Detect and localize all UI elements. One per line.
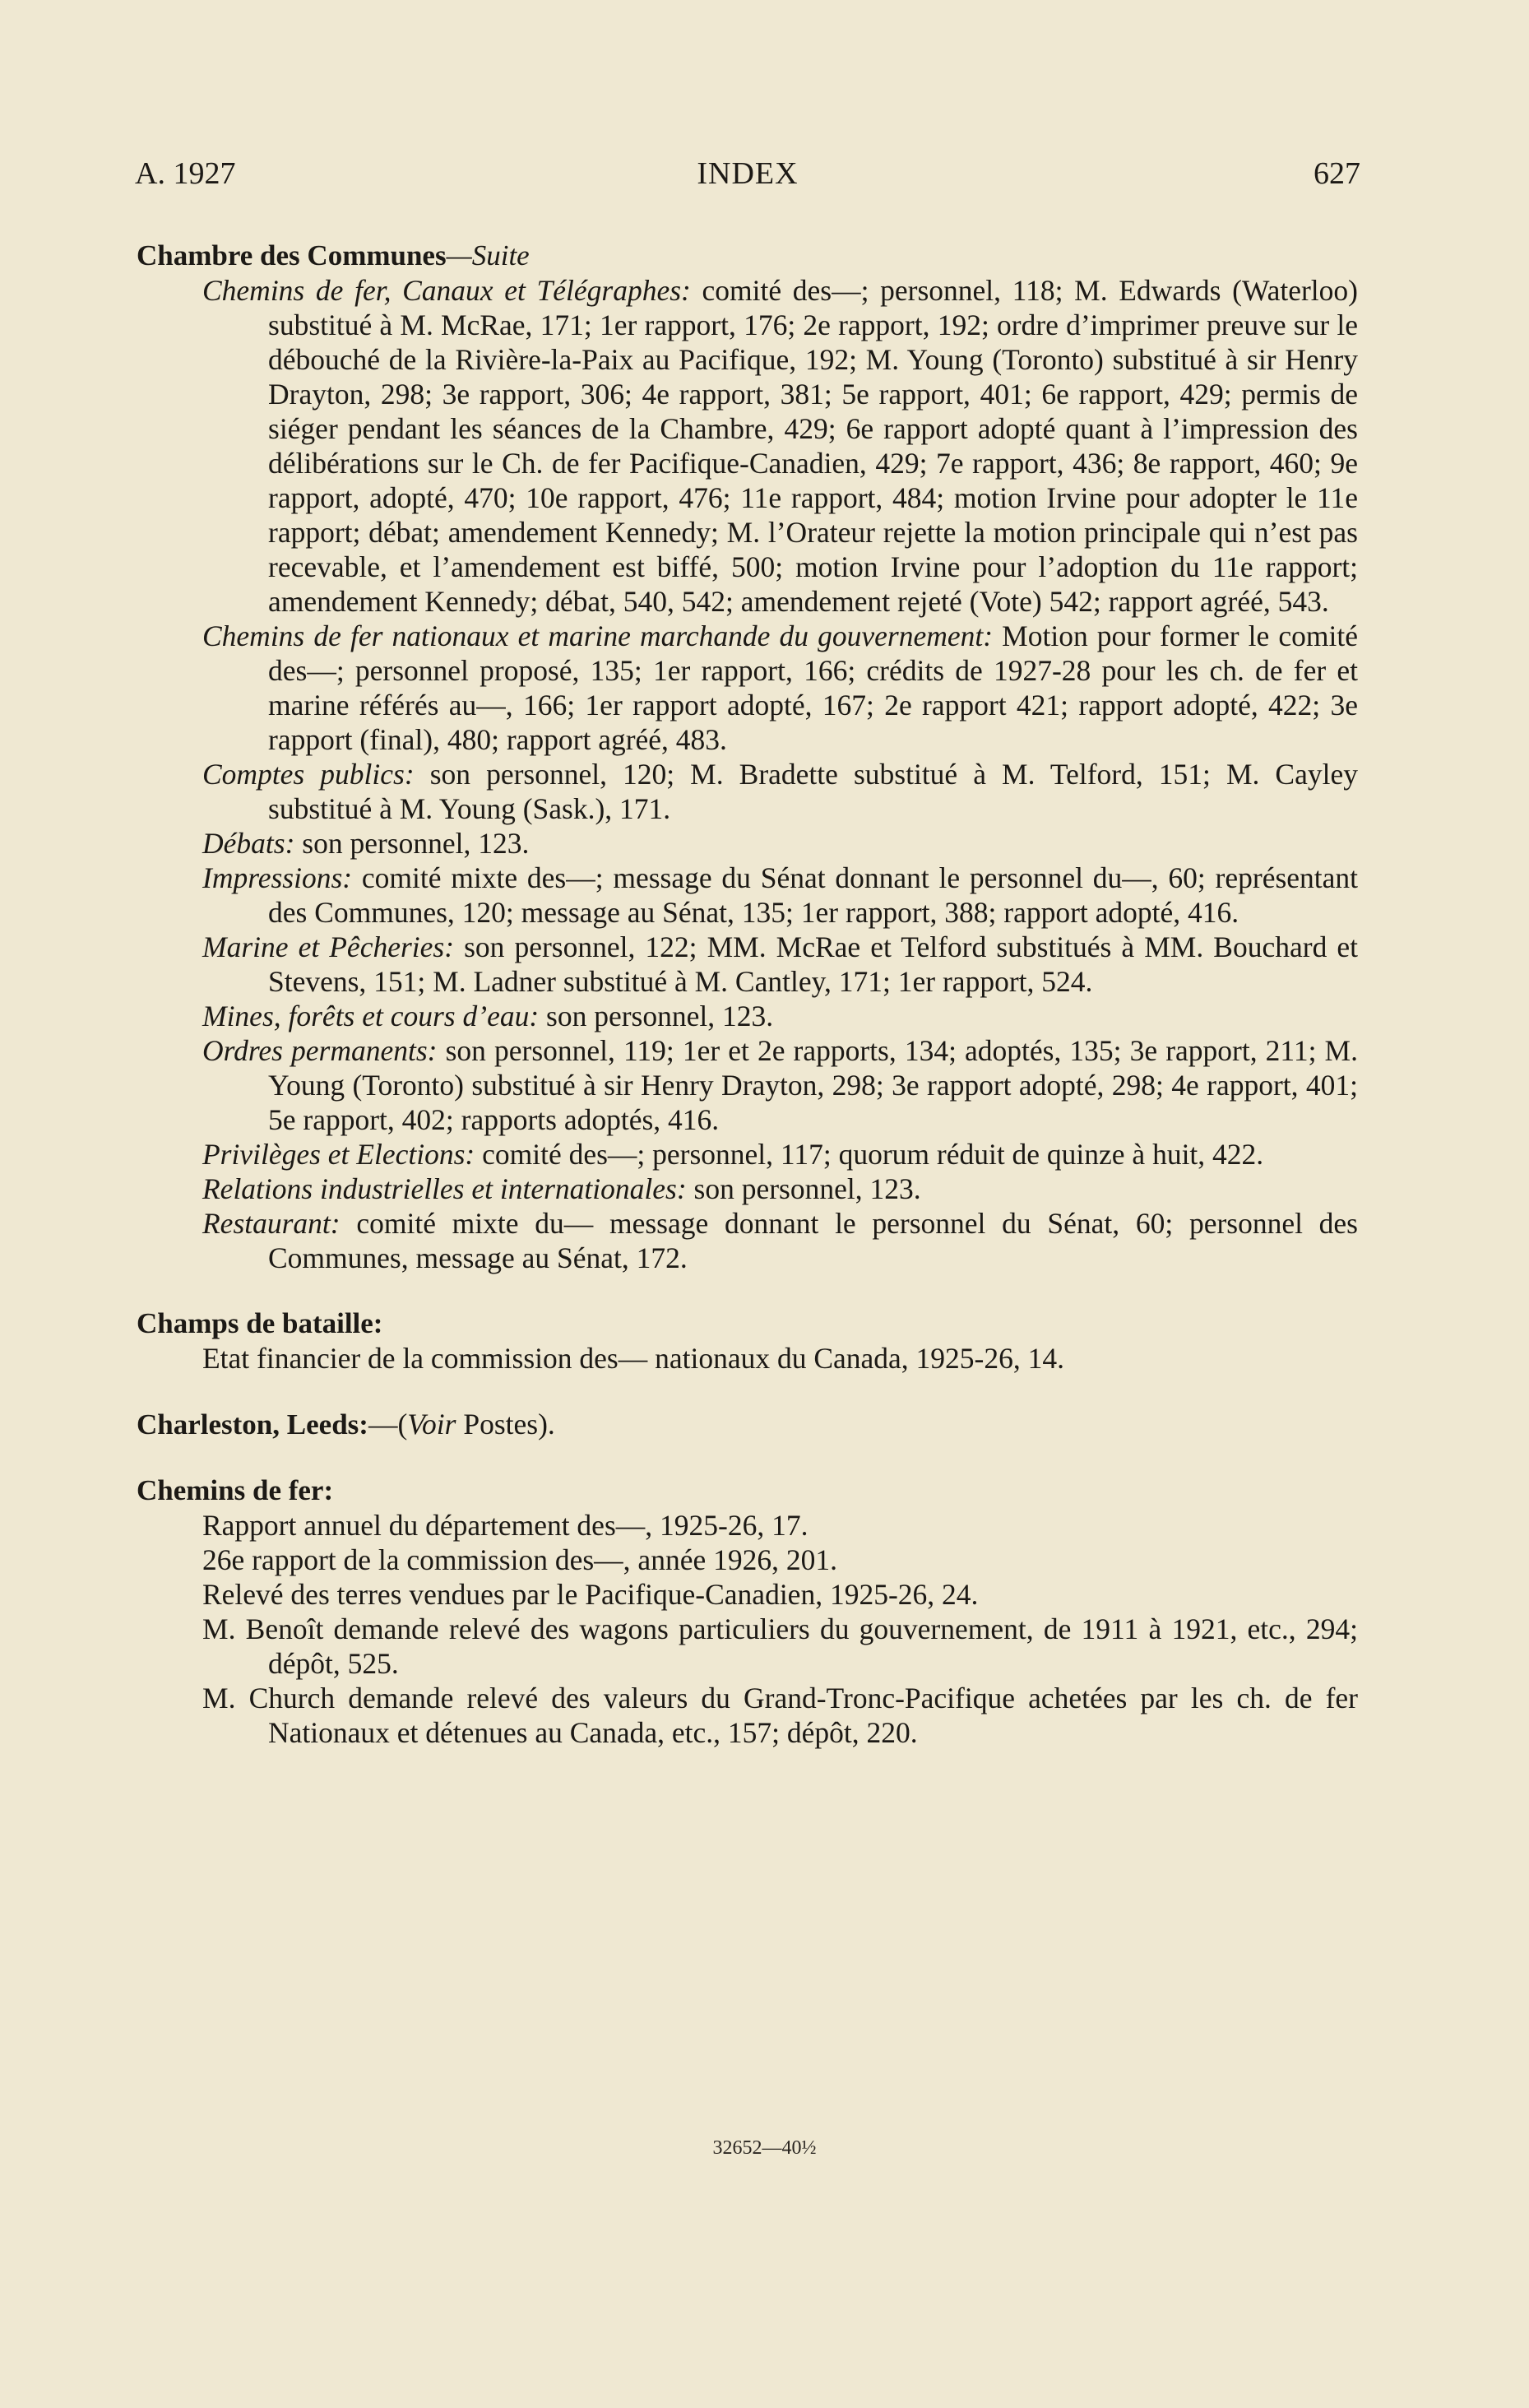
sub-entry-text: son personnel, 123. (294, 827, 530, 860)
entry-heading: Chemins de fer: (137, 1474, 334, 1506)
sub-entry (137, 1577, 1358, 1612)
sub-entry-text: comité mixte du— message donnant le personnel du Sénat, 60; personnel des Communes, message au Sénat, 172. (268, 1207, 1358, 1274)
sub-entry (137, 1681, 1358, 1750)
sub-entry (137, 1543, 1358, 1577)
sub-entry (137, 1508, 1358, 1543)
entry-spacer (137, 1376, 1358, 1407)
sub-entry-title: Restaurant: (202, 1207, 341, 1240)
sub-entry (137, 1137, 1358, 1172)
index-body (137, 239, 1358, 1750)
sub-entry-title: Privilèges et Elections: (202, 1138, 475, 1171)
sub-entry-text: comité des—; personnel, 118; M. Edwards (Waterloo) substitué à M. McRae, 171; 1er rapport, 176; 2e rapport, 192; ordre d’imprimer preuve sur le débouché de la Rivière-la-Paix au Pacifique, 192; M. Young (Toronto) substitué à sir Henry Drayton, 298; 3e rapport, 306; 4e rapport, 381; 5e rapport, 401; 6e rapport, 429; permis de siéger pendant les séances de la Chambre, 429; 6e rapport adopté quant à l’impression des délibérations sur le Ch. de fer Pacifique-Canadien, 429; 7e rapport, 436; 8e rapport, 460; 9e rapport, adopté, 470; 10e rapport, 476; 11e rapport, 484; motion Irvine pour adopter le 11e rapport; débat; amendement Kennedy; M. l’Orateur rejette la motion principale qui n’est pas recevable, et l’amendement est biffé, 500; motion Irvine pour l’adoption du 11e rapport; amendement Kennedy; débat, 540, 542; amendement rejeté (Vote) 542; rapport agréé, 543. (268, 274, 1358, 618)
entry-heading (137, 239, 1358, 273)
sub-entry (137, 999, 1358, 1033)
cross-reference-see: Voir (407, 1408, 456, 1441)
sub-entry-text: son personnel, 123. (539, 1000, 774, 1032)
sub-entry-text: son personnel, 120; M. Bradette substitué à M. Telford, 151; M. Cayley substitué à M. Young (Sask.), 171. (268, 758, 1358, 825)
sub-entry (137, 1612, 1358, 1681)
sub-entry-title: Chemins de fer, Canaux et Télégraphes: (202, 274, 691, 307)
sub-entry-text: Relevé des terres vendues par le Pacifique-Canadien, 1925-26, 24. (202, 1578, 979, 1611)
running-header (135, 153, 1360, 194)
cross-reference-prefix: —( (368, 1408, 408, 1441)
sub-entry (137, 757, 1358, 826)
sub-entry-text: son personnel, 123. (686, 1172, 921, 1205)
sub-entry (137, 1206, 1358, 1275)
entry-heading: Charleston, Leeds: (137, 1408, 368, 1441)
entry-spacer (137, 1442, 1358, 1473)
sub-entry-title: Mines, forêts et cours d’eau: (202, 1000, 540, 1032)
sub-entry-text: comité des—; personnel, 117; quorum réduit de quinze à huit, 422. (475, 1138, 1264, 1171)
sub-entry-text: M. Church demande relevé des valeurs du Grand-Tronc-Pacifique achetées par les ch. de fer Nationaux et détenues au Canada, etc., 157; dépôt, 220. (202, 1682, 1358, 1749)
sub-entry-title: Relations industrielles et internationales: (202, 1172, 687, 1205)
sub-entry-text: Rapport annuel du département des—, 1925-26, 17. (202, 1509, 809, 1542)
sub-entry (137, 619, 1358, 757)
index-entry (137, 1407, 1358, 1442)
sub-entry-text: Motion pour former le comité des—; personnel proposé, 135; 1er rapport, 166; crédits de 1927-28 pour les ch. de fer et marine référés au—, 166; 1er rapport adopté, 167; 2e rapport 421; rapport adopté, 422; 3e rapport (final), 480; rapport agréé, 483. (268, 619, 1359, 756)
sub-entry (137, 1341, 1358, 1376)
sub-entry-text: son personnel, 119; 1er et 2e rapports, 134; adoptés, 135; 3e rapport, 211; M. Young (Toronto) substitué à sir Henry Drayton, 298; 3e rapport adopté, 298; 4e rapport, 401; 5e rapport, 402; rapports adoptés, 416. (268, 1034, 1358, 1136)
entry-heading-text: Chambre des Communes (137, 239, 447, 271)
sub-entry (137, 861, 1358, 930)
entry-spacer (137, 1275, 1358, 1306)
sub-entry (137, 273, 1358, 619)
sub-entry (137, 826, 1358, 861)
session-year: A. 1927 (135, 156, 236, 191)
index-entry (137, 1306, 1358, 1376)
sub-entry-title: Chemins de fer nationaux et marine marchande du gouvernement: (202, 619, 994, 652)
index-entry (137, 239, 1358, 1275)
sub-entry (137, 1033, 1358, 1137)
entry-heading: Champs de bataille: (137, 1307, 383, 1339)
sub-entry-title: Ordres permanents: (202, 1034, 438, 1067)
sub-entry-text: Etat financier de la commission des— nationaux du Canada, 1925-26, 14. (202, 1342, 1064, 1375)
page-number: 627 (1314, 156, 1360, 191)
entry-line (137, 1407, 1358, 1442)
cross-reference-target: Postes). (456, 1408, 555, 1441)
sub-entry-text: 26e rapport de la commission des—, année 1926, 201. (202, 1543, 837, 1576)
sub-entry (137, 1172, 1358, 1206)
sub-entry-title: Impressions: (202, 861, 353, 894)
sub-entry-text: son personnel, 122; MM. McRae et Telford substitués à MM. Bouchard et Stevens, 151; M. Ladner substitué à M. Cantley, 171; 1er rapport, 524. (268, 930, 1358, 998)
sub-entry-title: Marine et Pêcheries: (202, 930, 455, 963)
sub-entry-text: comité mixte des—; message du Sénat donnant le personnel du—, 60; représentant des Communes, 120; message au Sénat, 135; 1er rapport, 388; rapport adopté, 416. (268, 861, 1358, 929)
sub-entry-text: M. Benoît demande relevé des wagons particuliers du gouvernement, de 1911 à 1921, etc., 294; dépôt, 525. (202, 1612, 1358, 1680)
page-title: INDEX (697, 156, 799, 191)
index-entry (137, 1473, 1358, 1750)
sub-entry (137, 930, 1358, 999)
printer-code: 32652—40½ (712, 2137, 817, 2159)
sub-entry-title: Débats: (202, 827, 295, 860)
entry-continuation: —Suite (446, 239, 530, 271)
sub-entry-title: Comptes publics: (202, 758, 415, 791)
